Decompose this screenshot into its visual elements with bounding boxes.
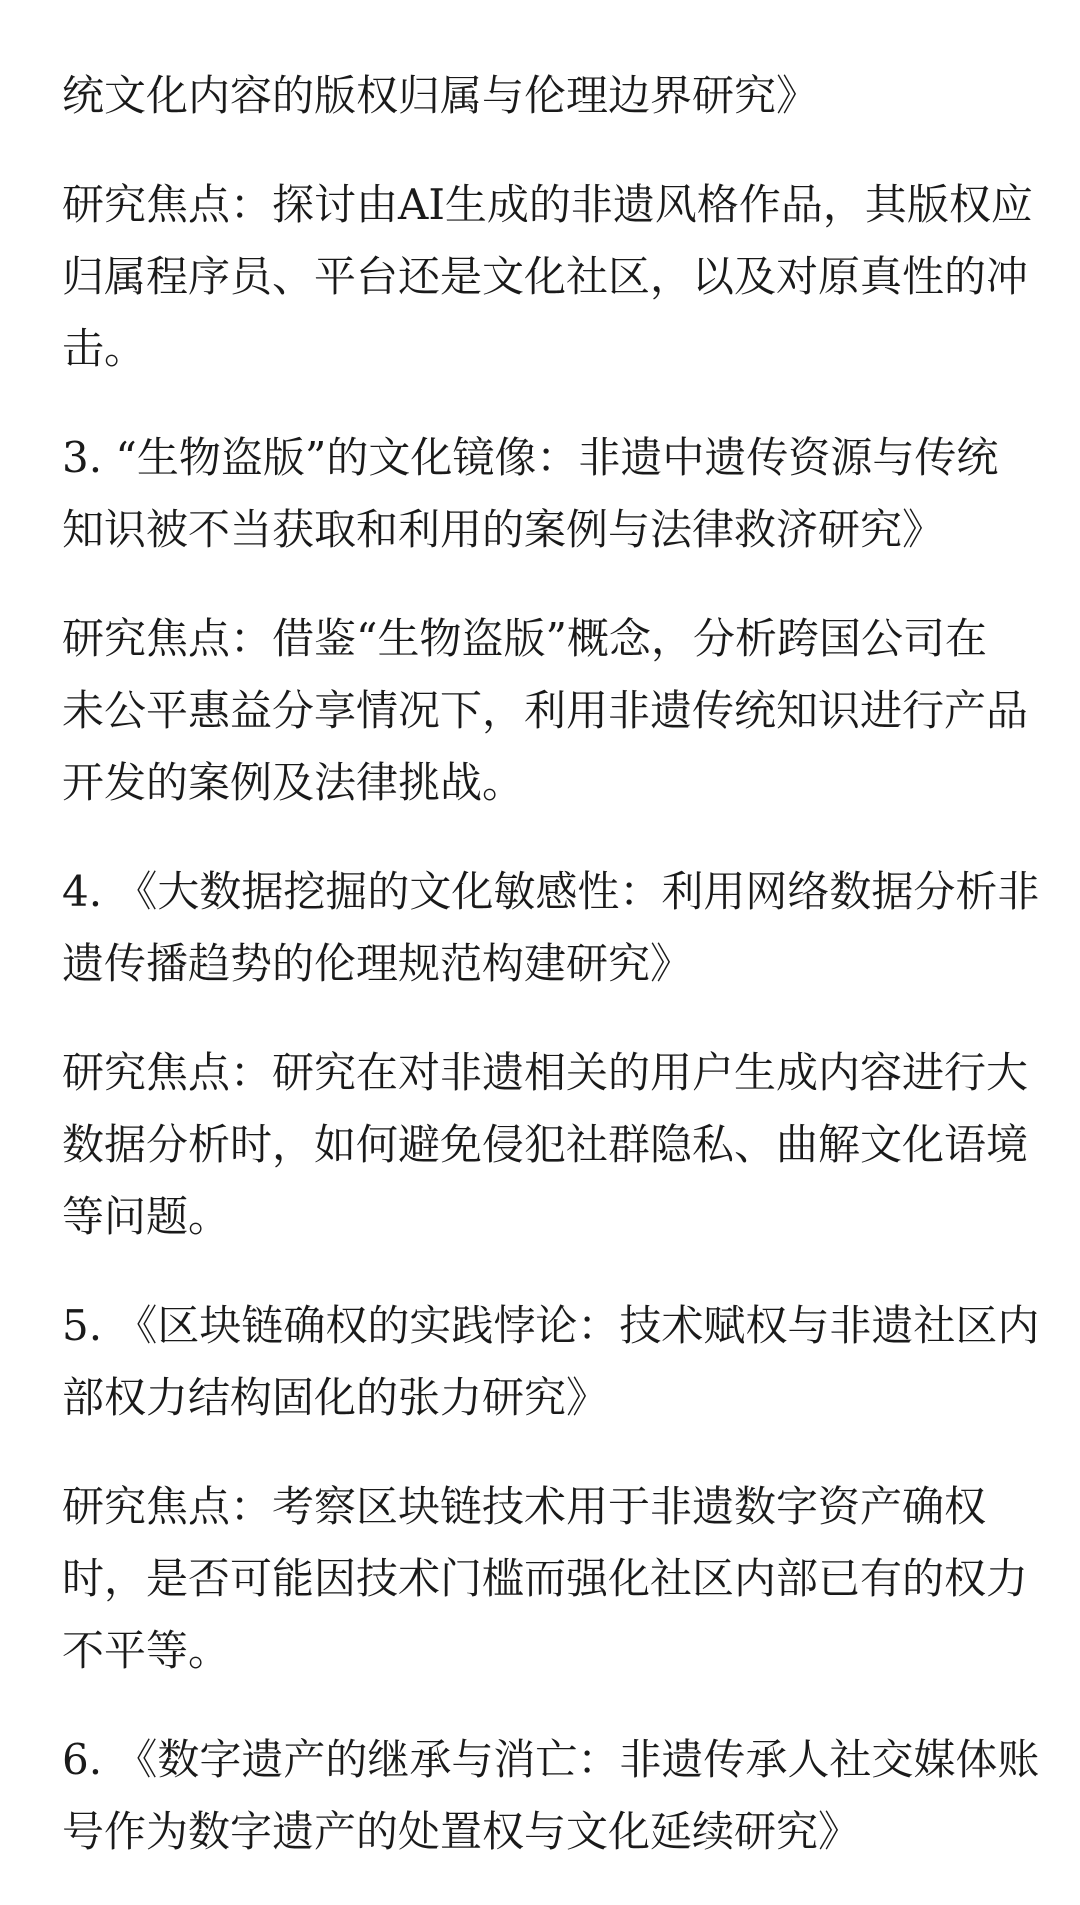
text-line: 等问题。 [62,1192,231,1241]
research-focus-5 [62,1471,1029,1687]
text-line: 知识被不当获取和利用的案例与法律救济研究》 [62,505,945,554]
text-line: 击。 [62,324,147,373]
research-focus-3 [62,603,1029,819]
research-focus-2 [62,169,1033,385]
text-line: 部权力结构固化的张力研究》 [62,1373,609,1422]
research-title-3 [62,422,1024,566]
research-title-2-continuation [62,60,1024,132]
document-body [62,60,1040,1905]
text-line: 统文化内容的版权归属与伦理边界研究》 [62,71,819,120]
text-line: 数据分析时，如何避免侵犯社群隐私、曲解文化语境 [62,1120,1029,1169]
research-focus-4 [62,1037,1029,1253]
text-line: 未公平惠益分享情况下，利用非遗传统知识进行产品 [62,686,1029,735]
research-title-4 [62,856,1040,1000]
text-line: 6. 《数字遗产的继承与消亡：非遗传承人社交媒体账 [62,1735,1040,1784]
text-line: 号作为数字遗产的处置权与文化延续研究》 [62,1807,861,1856]
text-line: 研究焦点：考察区块链技术用于非遗数字资产确权 [62,1482,987,1531]
text-line: 研究焦点：借鉴“生物盗版”概念，分析跨国公司在 [62,614,987,663]
text-line: 研究焦点：研究在对非遗相关的用户生成内容进行大 [62,1048,1029,1097]
research-title-5 [62,1290,1040,1434]
text-line: 不平等。 [62,1626,231,1675]
research-title-6 [62,1724,1040,1868]
text-line: 研究焦点：探讨由AI生成的非遗风格作品，其版权应 [62,180,1033,229]
text-line: 5. 《区块链确权的实践悖论：技术赋权与非遗社区内 [62,1301,1040,1350]
text-line: 3. “生物盗版”的文化镜像：非遗中遗传资源与传统 [62,433,999,482]
text-line: 4. 《大数据挖掘的文化敏感性：利用网络数据分析非 [62,867,1040,916]
text-line: 开发的案例及法律挑战。 [62,758,525,807]
text-line: 遗传播趋势的伦理规范构建研究》 [62,939,693,988]
text-line: 归属程序员、平台还是文化社区，以及对原真性的冲 [62,252,1029,301]
text-line: 时，是否可能因技术门槛而强化社区内部已有的权力 [62,1554,1029,1603]
